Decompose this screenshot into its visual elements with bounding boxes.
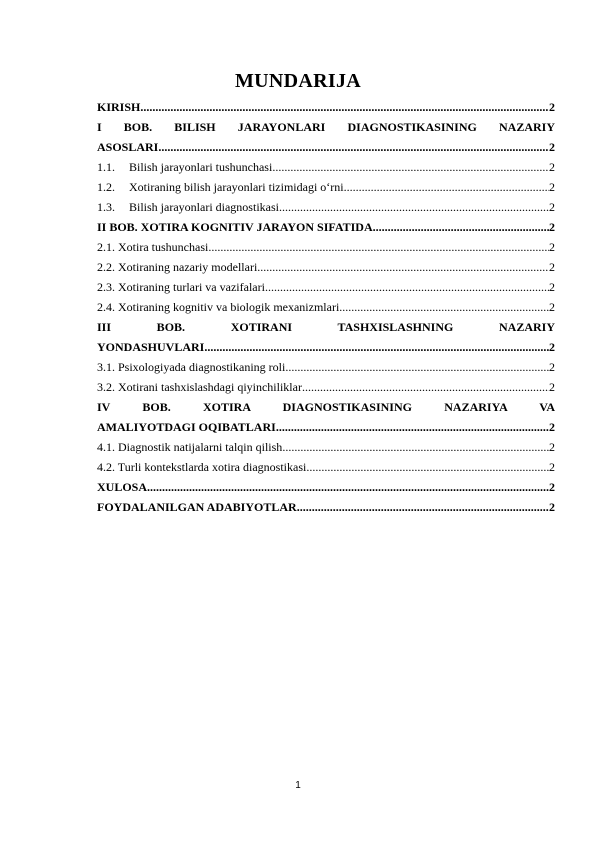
toc-entry-label: 2.4. Xotiraning kognitiv va biologik mexanizmlari [97, 300, 340, 314]
leader-dots [297, 497, 549, 517]
leader-dots [265, 277, 549, 297]
leader-dots [147, 477, 549, 497]
table-of-contents [97, 97, 555, 517]
leader-dots [339, 297, 549, 317]
leader-dots [276, 417, 549, 437]
leader-dots [285, 357, 549, 377]
toc-entry-3-2[interactable] [97, 377, 555, 397]
toc-entry-label-line2: YONDASHUVLARI [97, 340, 205, 354]
toc-entry-label-line1: I BOB. BILISH JARAYONLARI DIAGNOSTIKASINING NAZARIY [97, 120, 555, 134]
toc-page-number: 2 [549, 300, 555, 314]
toc-entry-kirish[interactable] [97, 97, 555, 117]
footer-page-number: 1 [295, 780, 301, 791]
toc-page-number: 2 [549, 280, 555, 294]
page-title: MUNDARIJA [234, 70, 362, 92]
leader-dots [306, 457, 549, 477]
toc-entry-bob4[interactable] [97, 397, 555, 437]
toc-entry-2-2[interactable] [97, 257, 555, 277]
toc-page-number: 2 [549, 460, 555, 474]
toc-page-number: 2 [549, 200, 555, 214]
toc-entry-label: FOYDALANILGAN ADABIYOTLAR [97, 500, 297, 514]
toc-entry-label: 4.1. Diagnostik natijalarni talqin qilish [97, 440, 283, 454]
toc-entry-4-2[interactable] [97, 457, 555, 477]
toc-page-number: 2 [549, 500, 555, 514]
toc-entry-label-line1: IV BOB. XOTIRA DIAGNOSTIKASINING NAZARIYA VA [97, 400, 555, 414]
toc-page-number: 2 [549, 340, 555, 354]
toc-page-number: 2 [549, 240, 555, 254]
toc-entry-2-3[interactable] [97, 277, 555, 297]
leader-dots [204, 337, 549, 357]
toc-entry-1-3[interactable] [97, 197, 555, 217]
toc-entry-label-line2: AMALIYOTDAGI OQIBATLARI [97, 420, 276, 434]
toc-entry-label-line2: ASOSLARI [97, 140, 159, 154]
toc-entry-label: XULOSA [97, 480, 148, 494]
leader-dots [302, 377, 549, 397]
leader-dots [140, 97, 549, 117]
toc-entry-bob2[interactable] [97, 217, 555, 237]
toc-entry-4-1[interactable] [97, 437, 555, 457]
toc-page-number: 2 [549, 180, 555, 194]
leader-dots [208, 237, 549, 257]
toc-entry-label: Bilish jarayonlari tushunchasi [129, 160, 273, 174]
toc-page-number: 2 [549, 480, 555, 494]
toc-page-number: 2 [549, 360, 555, 374]
toc-entry-1-1[interactable] [97, 157, 555, 177]
toc-entry-label: Xotiraning bilish jarayonlari tizimidagi o‘rni [129, 180, 344, 194]
leader-dots [344, 177, 549, 197]
toc-entry-adabiyotlar[interactable] [97, 497, 555, 517]
leader-dots [373, 217, 549, 237]
toc-entry-2-4[interactable] [97, 297, 555, 317]
section-number: 1.1. [97, 160, 115, 174]
toc-page-number: 2 [549, 420, 555, 434]
leader-dots [279, 197, 549, 217]
toc-entry-bob3[interactable] [97, 317, 555, 357]
toc-entry-xulosa[interactable] [97, 477, 555, 497]
leader-dots [282, 437, 549, 457]
toc-page-number: 2 [549, 260, 555, 274]
leader-dots [272, 157, 549, 177]
toc-entry-2-1[interactable] [97, 237, 555, 257]
toc-page-number: 2 [549, 440, 555, 454]
toc-entry-label: 2.3. Xotiraning turlari va vazifalari [97, 280, 265, 294]
toc-entry-label-line1: III BOB. XOTIRANI TASHXISLASHNING NAZARIY [97, 320, 555, 334]
toc-page-number: 2 [549, 220, 555, 234]
toc-entry-label: 4.2. Turli kontekstlarda xotira diagnostikasi [97, 460, 307, 474]
toc-page-number: 2 [549, 100, 555, 114]
toc-entry-1-2[interactable] [97, 177, 555, 197]
toc-entry-label: KIRISH [97, 100, 141, 114]
toc-entry-label: 2.1. Xotira tushunchasi [97, 240, 209, 254]
toc-page-number: 2 [549, 140, 555, 154]
toc-entry-bob1[interactable] [97, 117, 555, 157]
toc-entry-label: II BOB. XOTIRA KOGNITIV JARAYON SIFATIDA [97, 220, 373, 234]
toc-entry-label: 3.1. Psixologiyada diagnostikaning roli [97, 360, 286, 374]
section-number: 1.2. [97, 180, 115, 194]
leader-dots [158, 137, 549, 157]
toc-page-number: 2 [549, 380, 555, 394]
leader-dots [257, 257, 549, 277]
toc-page-number: 2 [549, 160, 555, 174]
toc-entry-label: 3.2. Xotirani tashxislashdagi qiyinchiliklar [97, 380, 302, 394]
toc-entry-label: 2.2. Xotiraning nazariy modellari [97, 260, 258, 274]
section-number: 1.3. [97, 200, 115, 214]
toc-entry-label: Bilish jarayonlari diagnostikasi [129, 200, 279, 214]
toc-entry-3-1[interactable] [97, 357, 555, 377]
